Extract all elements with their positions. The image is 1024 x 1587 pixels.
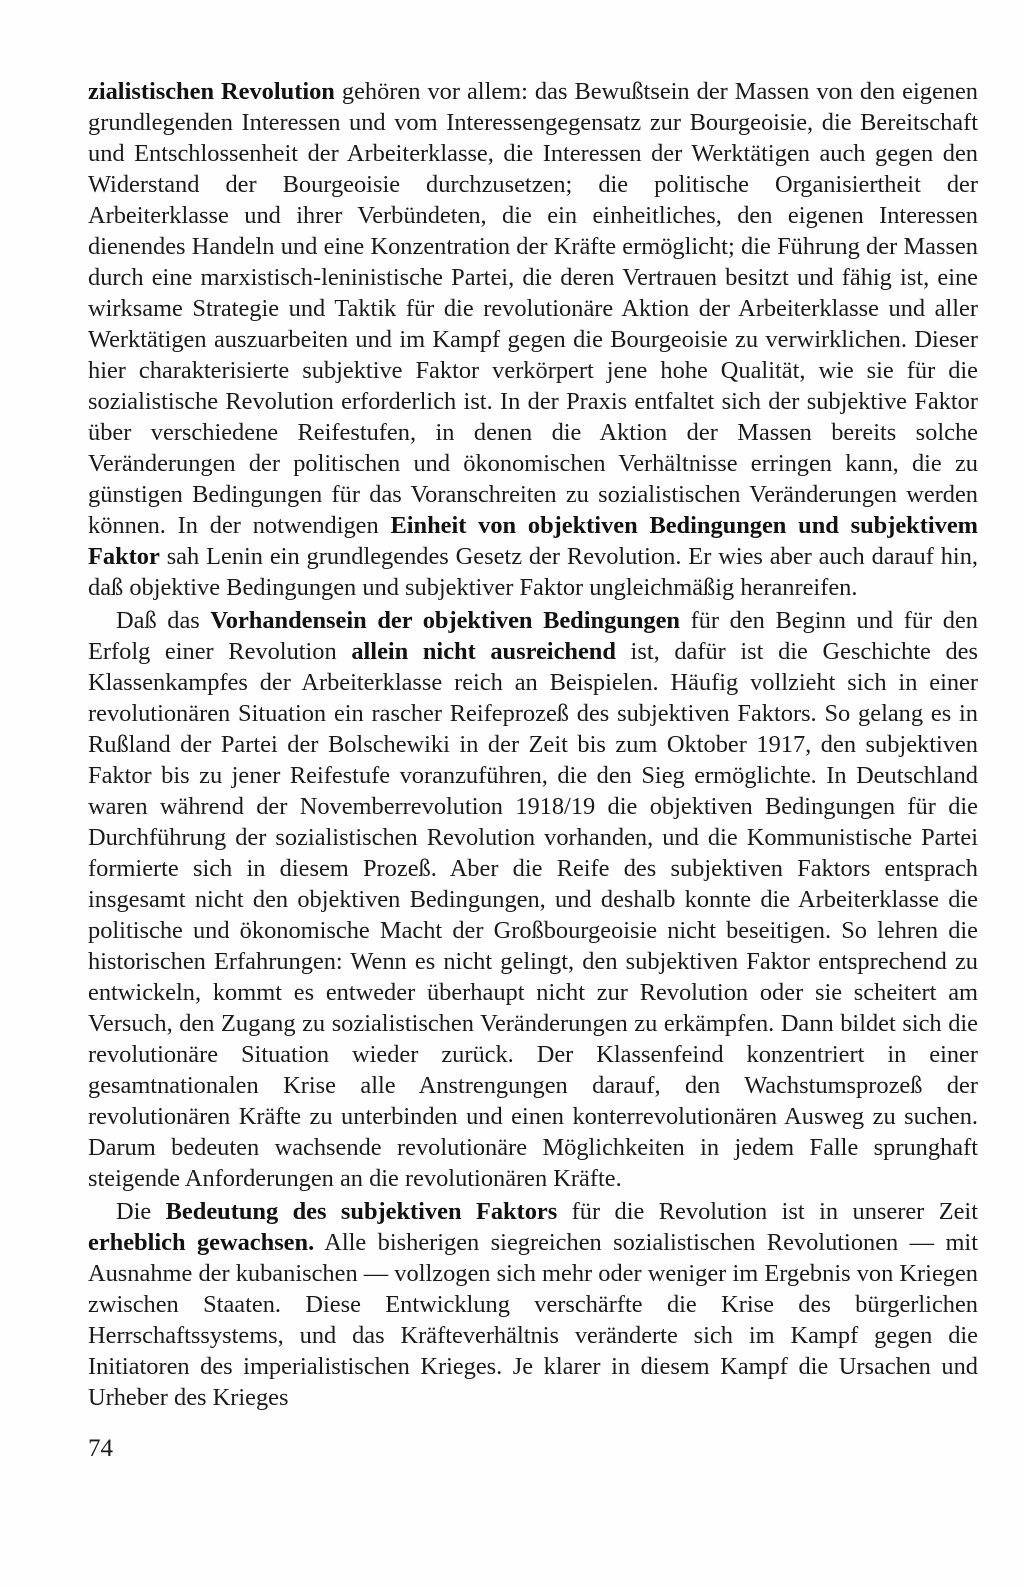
text-run: sah Lenin ein grundlegendes Gesetz der Revolution. Er wies aber auch darauf hin, daß objektive Bedingungen und subjektiver Faktor ungleichmäßig heranreifen. (88, 543, 978, 601)
paragraph (88, 1196, 978, 1413)
text-run: Daß das (116, 607, 211, 634)
text-run: Die (116, 1198, 166, 1225)
paragraph (88, 76, 978, 603)
paragraph (88, 605, 978, 1194)
bold-term: erheblich gewachsen. (88, 1229, 315, 1256)
bold-term: Vorhandensein der objektiven Bedingungen (210, 607, 680, 634)
text-run: Alle bisherigen siegreichen sozialistischen Revolutionen — mit Ausnahme der kubanischen — vollzogen sich mehr oder weniger im Ergebnis von Kriegen zwischen Staaten. Diese Entwicklung verschärfte die Krise des bürgerlichen Herrschaftssystems, und das Kräfteverhältnis veränderte sich im Kampf gegen die Initiatoren des imperialistischen Krieges. Je klarer in diesem Kampf die Ursachen und Urheber des Krieges (88, 1229, 978, 1411)
book-page-text (88, 76, 978, 1413)
text-run: für den Beginn und für den Erfolg einer Revolution (88, 607, 978, 665)
bold-term: zialistischen Revolution (88, 78, 335, 105)
text-run: gehören vor allem: das Bewußtsein der Massen von den eigenen grundlegenden Interessen und vom Interessengegensatz zur Bourgeoisie, die Bereitschaft und Entschlossenheit der Arbeiterklasse, die Interessen der Werktätigen auch gegen den Widerstand der Bourgeoisie durchzusetzen; die politische Organisiertheit der Arbeiterklasse und ihrer Verbündeten, die ein einheitliches, den eigenen Interessen dienendes Handeln und eine Konzentration der Kräfte ermöglicht; die Führung der Massen durch eine marxistisch-leninistische Partei, die deren Vertrauen besitzt und fähig ist, eine wirksame Strategie und Taktik für die revolutionäre Aktion der Arbeiterklasse und aller Werktätigen auszuarbeiten und im Kampf gegen die Bourgeoisie zu verwirklichen. Dieser hier charakterisierte subjektive Faktor verkörpert jene hohe Qualität, wie sie für die sozialistische Revolution erforderlich ist. In der Praxis entfaltet sich der subjektive Faktor über verschiedene Reifestufen, in denen die Aktion der Massen bereits solche Veränderungen der politischen und ökonomischen Verhältnisse erringen kann, die zu günstigen Bedingungen für das Voranschreiten zu sozialistischen Veränderungen werden können. In der notwendigen (88, 78, 978, 539)
bold-term: Einheit von objektiven Bedingungen und subjektivem Faktor (88, 512, 978, 570)
page-number: 74 (88, 1435, 113, 1462)
bold-term: Bedeutung des subjektiven Faktors (165, 1198, 558, 1225)
text-run: für die Revolution ist in unserer Zeit (557, 1198, 978, 1225)
text-run: ist, dafür ist die Geschichte des Klassenkampfes der Arbeiterklasse reich an Beispielen. Häufig vollzieht sich in einer revolutionären Situation ein rascher Reifeprozeß des subjektiven Faktors. So gelang es in Rußland der Partei der Bolschewiki in der Zeit bis zum Oktober 1917, den subjektiven Faktor bis zu jener Reifestufe voranzuführen, die den Sieg ermöglichte. In Deutschland waren während der Novemberrevolution 1918/19 die objektiven Bedingungen für die Durchführung der sozialistischen Revolution vorhanden, und die Kommunistische Partei formierte sich in diesem Prozeß. Aber die Reife des subjektiven Faktors entsprach insgesamt nicht den objektiven Bedingungen, und deshalb konnte die Arbeiterklasse die politische und ökonomische Macht der Großbourgeoisie nicht beseitigen. So lehren die historischen Erfahrungen: Wenn es nicht gelingt, den subjektiven Faktor entsprechend zu entwickeln, kommt es entweder überhaupt nicht zur Revolution oder sie scheitert am Versuch, den Zugang zu sozialistischen Veränderungen zu erkämpfen. Dann bildet sich die revolutionäre Situation wieder zurück. Der Klassenfeind konzentriert in einer gesamtnationalen Krise alle Anstrengungen darauf, den Wachstumsprozeß der revolutionären Kräfte zu unterbinden und einen konterrevolutionären Ausweg zu suchen. Darum bedeuten wachsende revolutionäre Möglichkeiten in jedem Falle sprunghaft steigende Anforderungen an die revolutionären Kräfte. (88, 638, 978, 1192)
bold-term: allein nicht ausreichend (351, 638, 616, 665)
